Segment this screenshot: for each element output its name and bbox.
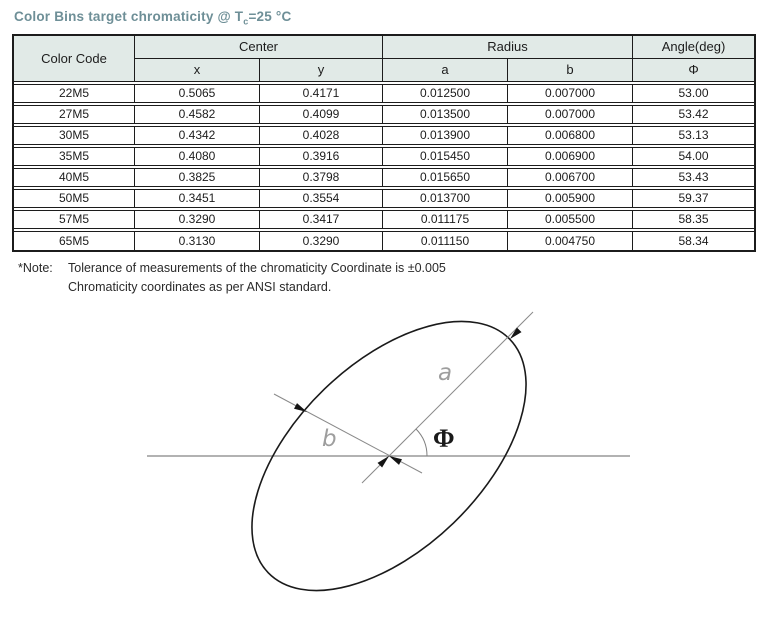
cell-angle: 53.13 (678, 128, 709, 143)
table-row (14, 105, 754, 124)
cell-angle: 58.34 (678, 233, 709, 248)
angle-arc (416, 429, 427, 456)
label-a: a (438, 359, 453, 386)
cell-color-code: 65M5 (14, 232, 135, 250)
cell-color-code: 30M5 (14, 127, 135, 144)
header-phi: Φ (688, 62, 699, 78)
header-x: x (135, 59, 260, 81)
cell-color-code: 27M5 (14, 106, 135, 123)
cell-radius-a: 0.013700 (383, 190, 508, 207)
cell-color-code: 57M5 (14, 211, 135, 228)
cell-center-x: 0.3130 (135, 232, 260, 250)
arrowhead-b-edge (294, 403, 307, 412)
header-y: y (260, 59, 383, 81)
cell-radius-a: 0.011150 (383, 232, 508, 250)
cell-center-x: 0.4582 (135, 106, 260, 123)
cell-angle: 58.35 (678, 212, 709, 227)
cell-angle: 53.43 (678, 170, 709, 185)
table-row (14, 126, 754, 145)
table-header (14, 36, 754, 82)
cell-color-code: 35M5 (14, 148, 135, 165)
cell-center-x: 0.4342 (135, 127, 260, 144)
note-line-1: Tolerance of measurements of the chromaticity Coordinate is ±0.005 (68, 260, 446, 275)
ellipse-diagram (0, 296, 775, 617)
cell-center-y: 0.4099 (260, 106, 383, 123)
page-title (0, 0, 775, 27)
cell-radius-b: 0.007000 (508, 85, 633, 102)
cell-radius-b: 0.005500 (508, 211, 633, 228)
title-prefix: Color Bins target chromaticity @ T (14, 9, 244, 24)
label-b: b (322, 425, 337, 452)
note-body (68, 261, 446, 294)
table-row (14, 210, 754, 229)
header-color-code: Color Code (14, 36, 135, 81)
table-row (14, 231, 754, 250)
cell-angle: 53.42 (678, 107, 709, 122)
title-suffix: =25 °C (248, 9, 292, 24)
cell-radius-b: 0.006900 (508, 148, 633, 165)
cell-center-y: 0.3290 (260, 232, 383, 250)
header-radius: Radius (383, 36, 633, 59)
cell-radius-b: 0.006800 (508, 127, 633, 144)
cell-center-x: 0.4080 (135, 148, 260, 165)
cell-center-y: 0.3798 (260, 169, 383, 186)
header-center: Center (135, 36, 383, 59)
header-angle: Angle(deg) (633, 36, 754, 59)
note-label: *Note: (18, 260, 53, 275)
cell-radius-b: 0.006700 (508, 169, 633, 186)
cell-center-y: 0.3916 (260, 148, 383, 165)
table-row (14, 147, 754, 166)
cell-radius-a: 0.011175 (383, 211, 508, 228)
arrowhead-b-center (389, 456, 402, 465)
table-row (14, 189, 754, 208)
cell-radius-a: 0.013900 (383, 127, 508, 144)
title-subscript: c (243, 16, 249, 27)
table-row (14, 84, 754, 103)
cell-center-y: 0.4171 (260, 85, 383, 102)
label-phi: Φ (433, 423, 455, 453)
cell-center-x: 0.5065 (135, 85, 260, 102)
cell-radius-a: 0.015650 (383, 169, 508, 186)
cell-radius-b: 0.005900 (508, 190, 633, 207)
cell-color-code: 22M5 (14, 85, 135, 102)
table-row (14, 168, 754, 187)
cell-center-x: 0.3451 (135, 190, 260, 207)
cell-center-y: 0.4028 (260, 127, 383, 144)
cell-angle: 54.00 (678, 149, 709, 164)
cell-radius-a: 0.013500 (383, 106, 508, 123)
cell-center-x: 0.3290 (135, 211, 260, 228)
cell-center-y: 0.3554 (260, 190, 383, 207)
cell-angle: 53.00 (678, 86, 709, 101)
cell-color-code: 50M5 (14, 190, 135, 207)
cell-radius-b: 0.007000 (508, 106, 633, 123)
note-line-2: Chromaticity coordinates as per ANSI standard. (68, 279, 332, 294)
cell-color-code: 40M5 (14, 169, 135, 186)
chromaticity-table (12, 34, 756, 252)
cell-radius-b: 0.004750 (508, 232, 633, 250)
header-b: b (508, 59, 633, 81)
header-a: a (383, 59, 508, 81)
cell-angle: 59.37 (678, 191, 709, 206)
cell-center-x: 0.3825 (135, 169, 260, 186)
cell-radius-a: 0.012500 (383, 85, 508, 102)
note-block (18, 261, 775, 294)
cell-center-y: 0.3417 (260, 211, 383, 228)
cell-radius-a: 0.015450 (383, 148, 508, 165)
